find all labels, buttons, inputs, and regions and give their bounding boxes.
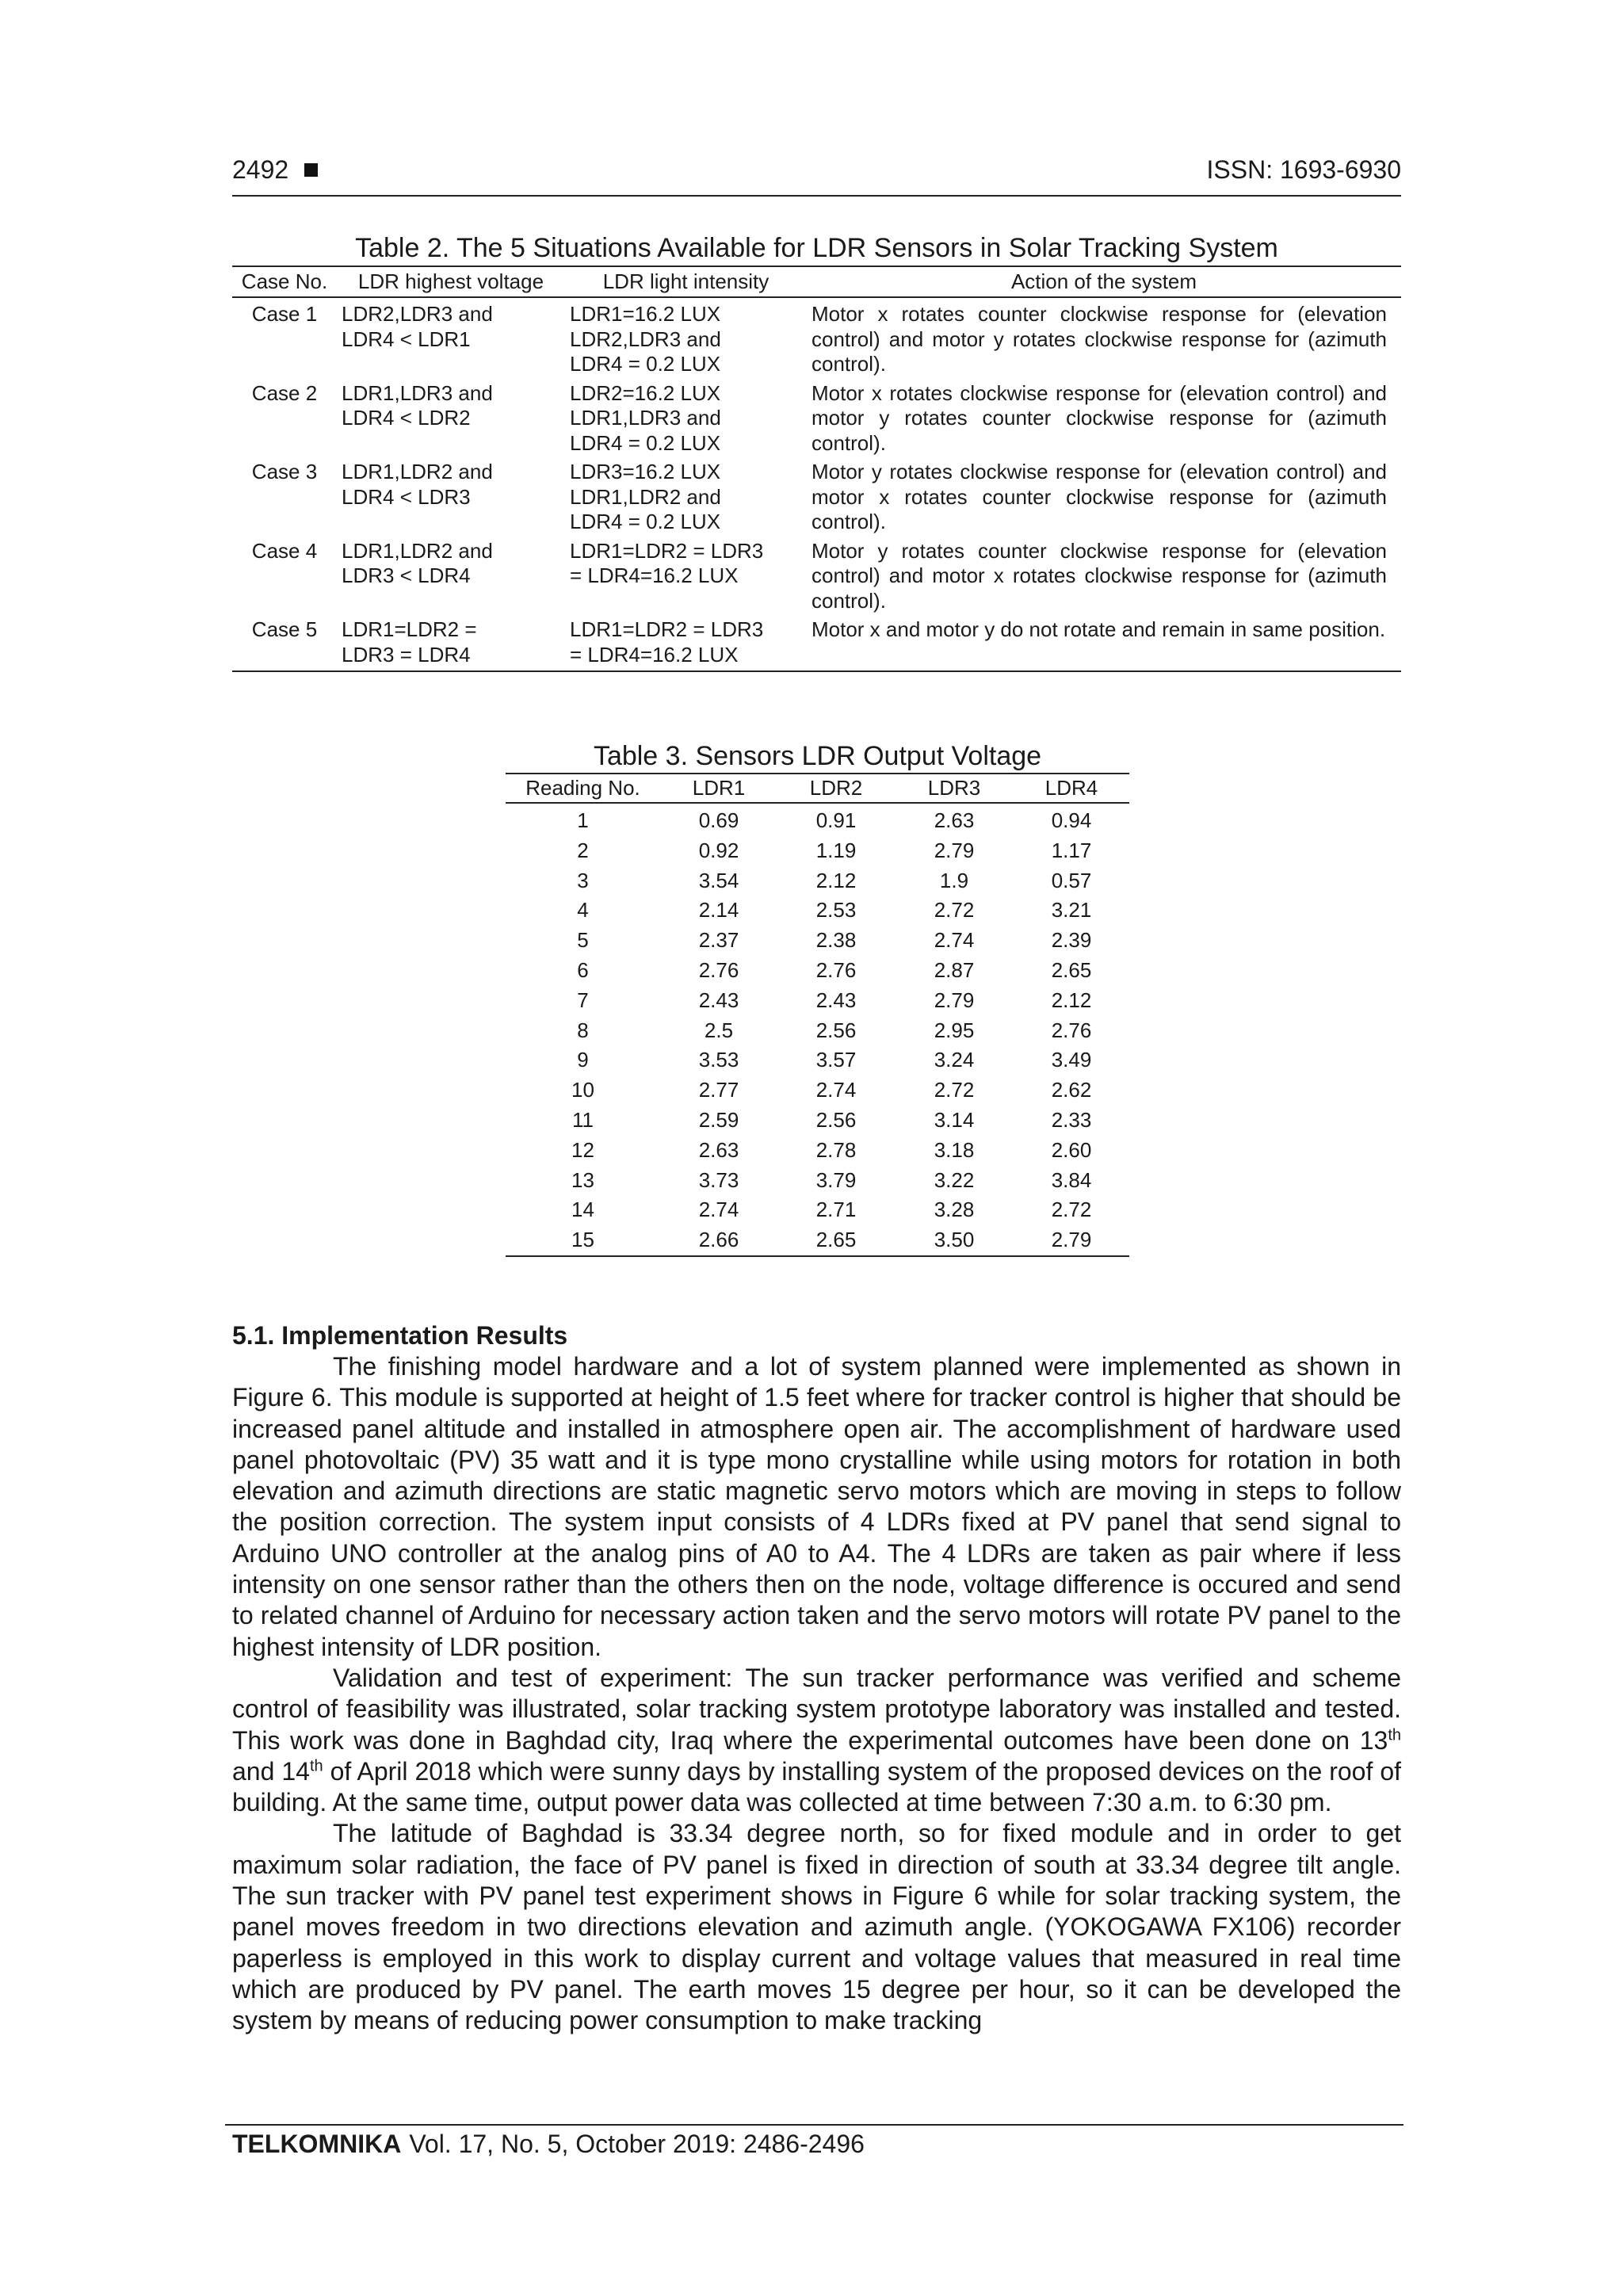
citation: Vol. 17, No. 5, October 2019: 2486-2496 [409, 2130, 865, 2158]
voltage-cell: 2.65 [1051, 957, 1092, 982]
table-row [506, 956, 1129, 986]
voltage-cell: 3.28 [934, 1198, 975, 1222]
table2-col-header: LDR light intensity [565, 266, 807, 297]
case-cell: Case 3 [251, 460, 318, 483]
voltage-cell: 2.78 [815, 1137, 857, 1162]
voltage-cell: 2.79 [934, 838, 975, 862]
voltage-cell: 2.12 [815, 868, 857, 892]
voltage-cell: 2.12 [1051, 988, 1092, 1012]
voltage-cell: 3.49 [1051, 1048, 1092, 1072]
intensity-cell: LDR1=LDR2 = LDR3 = LDR4=16.2 LUX [565, 613, 807, 671]
paragraph: The finishing model hardware and a lot of system planned were implemented as shown in Figure 6. This module is supported at height of 1.5 feet where for tracker control is higher that should be increased panel altitude and installed in atmosphere open air. The accomplishment of hardware used panel photovoltaic (PV) 35 watt and it is type mono crystalline while using motors for rotation in both elevation and azimuth directions are static magnetic servo motors which are moving in steps to follow the position correction. The system input consists of 4 LDRs fixed at PV panel that send signal to Arduino UNO controller at the analog pins of A0 to A4. The 4 LDRs are taken as pair where if less intensity on one sensor rather than the others then on the node, voltage difference is occured and send to related channel of Arduino for necessary action taken and the servo motors will rotate PV panel to the highest intensity of LDR position. [232, 1352, 1401, 1661]
voltage-cell: 2.56 [815, 1107, 857, 1132]
reading-number-cell: 8 [577, 1018, 589, 1042]
action-cell: Motor y rotates counter clockwise response for (elevation control) and motor x rotates clockwise response for (azimuth control). [812, 538, 1387, 613]
voltage-cell: 2.66 [660, 1225, 777, 1256]
intensity-cell: LDR2=16.2 LUX LDR1,LDR3 and LDR4 = 0.2 LUX [570, 380, 721, 455]
voltage-cell: 0.69 [698, 808, 739, 832]
table-row [506, 803, 1129, 836]
page-footer [232, 2130, 865, 2159]
action-cell: Motor y rotates clockwise response for (elevation control) and motor x rotates counter clockwise response for (azimuth control). [812, 460, 1387, 533]
table-row [506, 1195, 1129, 1225]
paragraph: Validation and test of experiment: The sun tracker performance was verified and scheme control of feasibility was illustrated, solar tracking system prototype laboratory was installed and tested. This work was done in Baghdad city, Iraq where the experimental outcomes have been done on 13th and 14th of April 2018 which were sunny days by installing system of the proposed devices on the roof of building. At the same time, output power data was collected at time between 7:30 a.m. to 6:30 pm. [232, 1663, 1402, 1817]
voltage-cell: 2.62 [1051, 1078, 1092, 1102]
table3-header-row [506, 774, 1129, 803]
voltage-cell: 3.50 [895, 1225, 1014, 1256]
voltage-cell: 3.73 [698, 1167, 739, 1192]
highest-cell: LDR1,LDR3 and LDR4 < LDR2 [342, 380, 493, 430]
voltage-cell: 3.57 [815, 1048, 857, 1072]
reading-number-cell: 1 [577, 808, 589, 832]
voltage-cell: 2.59 [698, 1107, 739, 1132]
voltage-cell: 2.63 [698, 1137, 739, 1162]
voltage-cell: 2.87 [934, 957, 975, 982]
case-cell: Case 4 [251, 538, 318, 563]
page-number: 2492 [232, 155, 289, 184]
voltage-cell: 0.57 [1051, 868, 1092, 892]
table3-col-header: LDR2 [777, 774, 895, 803]
table-row [232, 297, 1401, 377]
voltage-cell: 2.63 [934, 808, 975, 832]
table2-col-header: LDR highest voltage [337, 266, 565, 297]
table-row [506, 1136, 1129, 1166]
footer-rule [225, 2124, 1403, 2126]
voltage-cell: 0.94 [1051, 808, 1092, 832]
voltage-cell: 3.21 [1051, 898, 1092, 923]
highest-cell: LDR2,LDR3 and LDR4 < LDR1 [342, 302, 493, 351]
voltage-cell: 2.37 [698, 928, 739, 953]
voltage-cell: 2.56 [815, 1018, 857, 1042]
voltage-cell: 2.65 [777, 1225, 895, 1256]
voltage-cell: 2.74 [815, 1078, 857, 1102]
voltage-cell: 2.76 [815, 957, 857, 982]
body-text [232, 1351, 1401, 2037]
table-row [232, 456, 1401, 535]
table-row [506, 1225, 1129, 1256]
reading-number-cell: 4 [577, 898, 589, 923]
voltage-cell: 2.72 [1051, 1198, 1092, 1222]
table2-col-header: Action of the system [807, 266, 1401, 297]
highest-cell: LDR1,LDR2 and LDR3 < LDR4 [342, 538, 493, 587]
voltage-cell: 1.17 [1051, 838, 1092, 862]
table2-caption: Table 2. The 5 Situations Available for LDR Sensors in Solar Tracking System [355, 233, 1278, 263]
action-cell: Motor x and motor y do not rotate and remain in same position. [807, 613, 1401, 671]
voltage-cell: 2.95 [934, 1018, 975, 1042]
intensity-cell: LDR1=16.2 LUX LDR2,LDR3 and LDR4 = 0.2 LUX [570, 302, 721, 376]
reading-number-cell: 13 [571, 1167, 594, 1192]
voltage-cell: 2.43 [698, 988, 739, 1012]
intensity-cell: LDR1=LDR2 = LDR3 = LDR4=16.2 LUX [570, 538, 764, 587]
voltage-cell: 3.14 [934, 1107, 975, 1132]
voltage-cell: 2.38 [815, 928, 857, 953]
voltage-cell: 2.74 [698, 1198, 739, 1222]
case-cell: Case 2 [251, 380, 318, 405]
reading-number-cell: 2 [577, 838, 589, 862]
voltage-cell: 2.79 [934, 988, 975, 1012]
table-row [506, 926, 1129, 956]
voltage-cell: 2.77 [698, 1078, 739, 1102]
voltage-cell: 0.92 [698, 838, 739, 862]
voltage-cell: 0.91 [815, 808, 857, 832]
table-row [506, 836, 1129, 866]
table3-col-header: LDR4 [1014, 774, 1129, 803]
voltage-cell: 2.43 [815, 988, 857, 1012]
table-row [506, 1106, 1129, 1136]
table2-header-row [232, 266, 1401, 297]
table-row [506, 1016, 1129, 1046]
reading-number-cell: 12 [571, 1137, 594, 1162]
voltage-cell: 1.19 [815, 838, 857, 862]
voltage-cell: 3.18 [934, 1137, 975, 1162]
voltage-cell: 2.71 [815, 1198, 857, 1222]
black-square-icon [304, 163, 318, 177]
table3 [506, 773, 1129, 1257]
voltage-cell: 2.72 [934, 898, 975, 923]
reading-number-cell: 11 [572, 1107, 594, 1132]
table3-col-header: Reading No. [506, 774, 660, 803]
table-row [506, 1166, 1129, 1196]
reading-number-cell: 10 [571, 1078, 594, 1102]
voltage-cell: 2.5 [704, 1018, 734, 1042]
table3-col-header: LDR1 [660, 774, 777, 803]
voltage-cell: 2.72 [934, 1078, 975, 1102]
intensity-cell: LDR3=16.2 LUX LDR1,LDR2 and LDR4 = 0.2 LUX [570, 460, 721, 533]
reading-number-cell: 14 [571, 1198, 594, 1222]
paragraph: The latitude of Baghdad is 33.34 degree north, so for fixed module and in order to get maximum solar radiation, the face of PV panel is fixed in direction of south at 33.34 degree tilt angle. The sun tracker with PV panel test experiment shows in Figure 6 while for solar tracking system, the panel moves freedom in two directions elevation and azimuth angle. (YOKOGAWA FX106) recorder paperless is employed in this work to display current and voltage values that measured in real time which are produced by PV panel. The earth moves 15 degree per hour, so it can be developed the system by means of reducing power consumption to make tracking [232, 1819, 1401, 2035]
voltage-cell: 3.53 [698, 1048, 739, 1072]
table3-body [506, 803, 1129, 1256]
reading-number-cell: 5 [577, 928, 589, 953]
table-row [232, 613, 1401, 671]
voltage-cell: 3.24 [934, 1048, 975, 1072]
table2 [232, 266, 1401, 672]
reading-number-cell: 3 [577, 868, 589, 892]
table2-col-header: Case No. [232, 266, 337, 297]
reading-number-cell: 7 [577, 988, 589, 1012]
voltage-cell: 3.22 [934, 1167, 975, 1192]
header-rule [232, 195, 1401, 197]
voltage-cell: 2.76 [698, 957, 739, 982]
voltage-cell: 3.79 [815, 1167, 857, 1192]
voltage-cell: 2.60 [1051, 1137, 1092, 1162]
voltage-cell: 2.53 [815, 898, 857, 923]
reading-number-cell: 9 [577, 1048, 589, 1072]
table-row [506, 986, 1129, 1016]
highest-cell: LDR1=LDR2 = LDR3 = LDR4 [337, 613, 565, 671]
voltage-cell: 3.84 [1051, 1167, 1092, 1192]
voltage-cell: 3.54 [698, 868, 739, 892]
table-row [506, 1045, 1129, 1075]
voltage-cell: 2.33 [1051, 1107, 1092, 1132]
voltage-cell: 2.39 [1051, 928, 1092, 953]
reading-number-cell: 15 [506, 1225, 660, 1256]
table-row [506, 866, 1129, 896]
action-cell: Motor x rotates clockwise response for (elevation control) and motor y rotates counter clockwise response for (azimuth control). [812, 380, 1387, 455]
table3-col-header: LDR3 [895, 774, 1014, 803]
journal-name: TELKOMNIKA [232, 2130, 402, 2158]
highest-cell: LDR1,LDR2 and LDR4 < LDR3 [342, 460, 493, 509]
table-row [232, 535, 1401, 614]
voltage-cell: 1.9 [939, 868, 969, 892]
case-cell: Case 5 [232, 613, 337, 671]
action-cell: Motor x rotates counter clockwise response for (elevation control) and motor y rotates clockwise response for (azimuth control). [812, 302, 1387, 376]
voltage-cell: 2.76 [1051, 1018, 1092, 1042]
voltage-cell: 2.14 [698, 898, 739, 923]
voltage-cell: 2.79 [1014, 1225, 1129, 1256]
case-cell: Case 1 [251, 302, 318, 326]
table-row [232, 377, 1401, 457]
table-row [506, 896, 1129, 926]
table-row [506, 1075, 1129, 1106]
issn: ISSN: 1693-6930 [1206, 155, 1401, 184]
section-title: 5.1. Implementation Results [232, 1321, 568, 1350]
voltage-cell: 2.74 [934, 928, 975, 953]
reading-number-cell: 6 [577, 957, 589, 982]
page-header [232, 155, 1401, 195]
table3-caption: Table 3. Sensors LDR Output Voltage [593, 741, 1042, 771]
